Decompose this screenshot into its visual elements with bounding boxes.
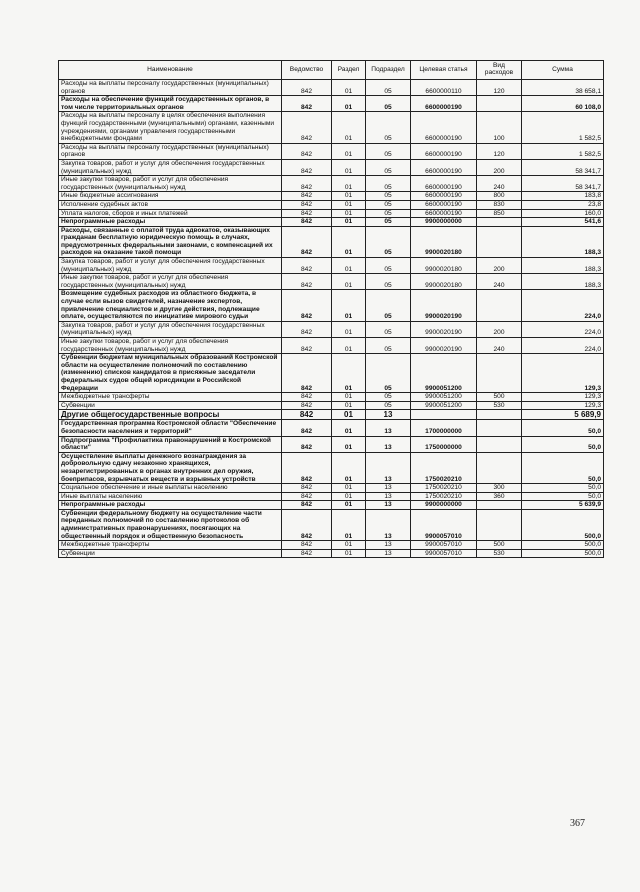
cell-vid: 530 [477,401,522,410]
table-row [59,541,604,550]
cell-podrazd: 13 [366,484,411,493]
cell-name: Иные закупки товаров, работ и услуг для обеспечения государственных (муниципальных) нужд [59,338,282,354]
cell-name: Социальное обеспечение и иные выплаты населению [59,484,282,493]
cell-ved: 842 [282,80,332,96]
budget-table-sheet [58,60,603,558]
cell-razd: 01 [332,192,366,201]
cell-podrazd: 13 [366,452,411,483]
table-row [59,321,604,337]
cell-razd: 01 [332,200,366,209]
cell-name: Иные закупки товаров, работ и услуг для обеспечения государственных (муниципальных) нужд [59,274,282,290]
cell-podrazd: 13 [366,410,411,420]
cell-ved: 842 [282,420,332,436]
cell-sum: 188,3 [522,258,604,274]
cell-razd: 01 [332,541,366,550]
cell-cel: 6600000190 [411,209,477,218]
cell-name: Государственная программа Костромской области "Обеспечение безопасности населения и территорий" [59,420,282,436]
cell-ved: 842 [282,226,332,257]
cell-cel: 9900051200 [411,354,477,393]
cell-cel: 9900000000 [411,501,477,510]
cell-ved: 842 [282,274,332,290]
cell-ved: 842 [282,290,332,321]
cell-sum: 5 639,9 [522,501,604,510]
cell-cel: 6600000190 [411,192,477,201]
cell-cel: 9900051200 [411,393,477,402]
cell-cel: 9900057010 [411,541,477,550]
cell-name: Закупка товаров, работ и услуг для обеспечения государственных (муниципальных) нужд [59,258,282,274]
cell-vid: 240 [477,338,522,354]
cell-ved: 842 [282,96,332,112]
cell-ved: 842 [282,436,332,452]
cell-sum: 160,0 [522,209,604,218]
cell-cel: 6600000190 [411,159,477,175]
cell-name: Субвенции бюджетам муниципальных образований Костромской области на осуществление полномочий по составлению (изменению) списков кандидатов в присяжные заседатели федеральных судов общей юрисдикции в Российской Федерации [59,354,282,393]
cell-cel: 6600000190 [411,96,477,112]
cell-sum: 500,0 [522,549,604,558]
cell-cel: 9900020190 [411,338,477,354]
table-body [59,80,604,558]
table-row [59,258,604,274]
cell-vid: 200 [477,159,522,175]
cell-podrazd: 05 [366,393,411,402]
cell-ved: 842 [282,401,332,410]
cell-sum: 129,3 [522,354,604,393]
cell-cel: 9900020180 [411,226,477,257]
cell-sum: 500,0 [522,509,604,540]
page-number: 367 [570,818,585,829]
cell-cel: 1750020210 [411,492,477,501]
cell-sum: 50,0 [522,452,604,483]
cell-ved: 842 [282,159,332,175]
cell-ved: 842 [282,484,332,493]
cell-vid [477,509,522,540]
cell-vid: 200 [477,258,522,274]
cell-razd: 01 [332,420,366,436]
table-row [59,200,604,209]
cell-cel: 9900020190 [411,290,477,321]
cell-razd: 01 [332,96,366,112]
cell-cel: 6600000190 [411,143,477,159]
cell-razd: 01 [332,80,366,96]
table-row [59,436,604,452]
cell-podrazd: 05 [366,354,411,393]
cell-name: Иные бюджетные ассигнования [59,192,282,201]
table-row [59,226,604,257]
cell-name: Исполнение судебных актов [59,200,282,209]
cell-razd: 01 [332,226,366,257]
cell-sum: 50,0 [522,492,604,501]
cell-razd: 01 [332,501,366,510]
cell-razd: 01 [332,410,366,420]
cell-vid [477,501,522,510]
header-name: Наименование [59,61,282,80]
cell-podrazd: 13 [366,549,411,558]
cell-cel: 6600000190 [411,200,477,209]
cell-sum: 23,8 [522,200,604,209]
header-podrazd: Подраздел [366,61,411,80]
cell-podrazd: 05 [366,96,411,112]
cell-vid: 830 [477,200,522,209]
cell-name: Расходы на выплаты персоналу государственных (муниципальных) органов [59,80,282,96]
cell-vid: 240 [477,176,522,192]
cell-razd: 01 [332,393,366,402]
header-ved: Ведомство [282,61,332,80]
cell-podrazd: 13 [366,541,411,550]
cell-razd: 01 [332,484,366,493]
cell-sum: 50,0 [522,436,604,452]
cell-ved: 842 [282,501,332,510]
cell-podrazd: 05 [366,258,411,274]
cell-razd: 01 [332,436,366,452]
cell-podrazd: 05 [366,143,411,159]
cell-sum: 60 108,0 [522,96,604,112]
cell-podrazd: 05 [366,112,411,143]
cell-ved: 842 [282,541,332,550]
cell-cel: 1750020210 [411,452,477,483]
table-row [59,96,604,112]
cell-ved: 842 [282,492,332,501]
cell-sum: 541,6 [522,218,604,227]
cell-name: Субвенции федеральному бюджету на осуществление части переданных полномочий по составлению протоколов об административных правонарушениях, посягающих на общественный порядок и общественную безопасность [59,509,282,540]
cell-cel: 6600000190 [411,112,477,143]
cell-razd: 01 [332,354,366,393]
cell-sum: 129,3 [522,401,604,410]
cell-razd: 01 [332,549,366,558]
cell-name: Возмещение судебных расходов из областного бюджета, в случае если вызов свидетелей, назначение экспертов, привлечение специалистов и другие действия, подлежащие оплате, осуществляются по инициативе мирового судьи [59,290,282,321]
cell-podrazd: 05 [366,209,411,218]
cell-razd: 01 [332,338,366,354]
cell-name: Иные закупки товаров, работ и услуг для обеспечения государственных (муниципальных) нужд [59,176,282,192]
cell-cel: 9900020180 [411,274,477,290]
cell-razd: 01 [332,159,366,175]
cell-name: Непрограммные расходы [59,218,282,227]
cell-podrazd: 05 [366,321,411,337]
cell-sum: 188,3 [522,226,604,257]
cell-ved: 842 [282,200,332,209]
cell-ved: 842 [282,112,332,143]
cell-name: Подпрограмма "Профилактика правонарушений в Костромской области" [59,436,282,452]
cell-podrazd: 13 [366,420,411,436]
cell-name: Иные выплаты населению [59,492,282,501]
cell-podrazd: 13 [366,501,411,510]
table-row [59,112,604,143]
table-row [59,393,604,402]
cell-name: Расходы на выплаты персоналу государственных (муниципальных) органов [59,143,282,159]
cell-name: Закупка товаров, работ и услуг для обеспечения государственных (муниципальных) нужд [59,159,282,175]
cell-sum: 224,0 [522,338,604,354]
cell-razd: 01 [332,492,366,501]
cell-sum: 129,3 [522,393,604,402]
cell-vid: 800 [477,192,522,201]
table-row [59,290,604,321]
cell-name: Расходы, связанные с оплатой труда адвокатов, оказывающих гражданам бесплатную юридическую помощь в случаях, предусмотренных федеральными законами, с компенсацией их расходов на оказание такой помощи [59,226,282,257]
cell-vid: 500 [477,393,522,402]
cell-name: Расходы на обеспечение функций государственных органов, в том числе территориальных органов [59,96,282,112]
cell-podrazd: 13 [366,436,411,452]
cell-razd: 01 [332,290,366,321]
cell-name: Расходы на выплаты персоналу в целях обеспечения выполнения функций государственными (муниципальными) органами, казенными учреждениями, органами управления государственными внебюджетными фондами [59,112,282,143]
cell-ved: 842 [282,143,332,159]
cell-podrazd: 05 [366,338,411,354]
cell-name: Уплата налогов, сборов и иных платежей [59,209,282,218]
cell-podrazd: 05 [366,200,411,209]
cell-ved: 842 [282,509,332,540]
cell-ved: 842 [282,192,332,201]
cell-razd: 01 [332,209,366,218]
cell-podrazd: 05 [366,159,411,175]
cell-podrazd: 05 [366,226,411,257]
cell-razd: 01 [332,321,366,337]
cell-sum: 224,0 [522,290,604,321]
cell-vid [477,96,522,112]
cell-sum: 58 341,7 [522,176,604,192]
cell-name: Осуществление выплаты денежного вознаграждения за добровольную сдачу незаконно хранящихся, незарегистрированных в органах внутренних дел оружия, боеприпасов, взрывчатых веществ и взрывных устройств [59,452,282,483]
table-row [59,501,604,510]
cell-cel: 9900000000 [411,218,477,227]
cell-razd: 01 [332,112,366,143]
cell-podrazd: 05 [366,176,411,192]
cell-cel: 9900057010 [411,549,477,558]
cell-sum: 50,0 [522,484,604,493]
table-row [59,274,604,290]
cell-sum: 58 341,7 [522,159,604,175]
budget-table [58,60,604,558]
cell-vid: 240 [477,274,522,290]
cell-vid: 120 [477,143,522,159]
cell-podrazd: 13 [366,509,411,540]
cell-razd: 01 [332,218,366,227]
cell-ved: 842 [282,218,332,227]
cell-vid: 200 [477,321,522,337]
cell-name: Другие общегосударственные вопросы [59,410,282,420]
table-row [59,420,604,436]
header-cel: Целевая статья [411,61,477,80]
cell-razd: 01 [332,176,366,192]
table-row [59,452,604,483]
cell-vid [477,452,522,483]
cell-sum: 50,0 [522,420,604,436]
cell-vid [477,218,522,227]
cell-cel: 9900020180 [411,258,477,274]
table-row [59,209,604,218]
cell-podrazd: 05 [366,401,411,410]
cell-ved: 842 [282,452,332,483]
table-row [59,143,604,159]
cell-razd: 01 [332,452,366,483]
header-sum: Сумма [522,61,604,80]
cell-ved: 842 [282,258,332,274]
cell-ved: 842 [282,176,332,192]
cell-sum: 38 658,1 [522,80,604,96]
header-razd: Раздел [332,61,366,80]
table-row [59,354,604,393]
cell-vid [477,436,522,452]
cell-ved: 842 [282,354,332,393]
cell-sum: 183,8 [522,192,604,201]
table-row [59,484,604,493]
cell-cel: 6600000190 [411,176,477,192]
header-vid: Вид расходов [477,61,522,80]
table-row [59,338,604,354]
cell-vid [477,226,522,257]
cell-sum: 1 582,5 [522,143,604,159]
cell-name: Непрограммные расходы [59,501,282,510]
cell-vid [477,354,522,393]
cell-cel: 9900057010 [411,509,477,540]
table-row [59,192,604,201]
cell-podrazd: 05 [366,274,411,290]
cell-ved: 842 [282,338,332,354]
table-row [59,80,604,96]
table-row [59,492,604,501]
cell-vid: 100 [477,112,522,143]
cell-ved: 842 [282,549,332,558]
cell-cel: 1700000000 [411,420,477,436]
cell-vid: 360 [477,492,522,501]
table-row [59,159,604,175]
cell-vid: 850 [477,209,522,218]
cell-name: Закупка товаров, работ и услуг для обеспечения государственных (муниципальных) нужд [59,321,282,337]
cell-cel: 9900051200 [411,401,477,410]
cell-ved: 842 [282,209,332,218]
cell-cel: 1750000000 [411,436,477,452]
cell-sum: 1 582,5 [522,112,604,143]
cell-podrazd: 05 [366,80,411,96]
cell-name: Субвенции [59,549,282,558]
cell-sum: 224,0 [522,321,604,337]
cell-name: Межбюджетные трансферты [59,393,282,402]
cell-name: Межбюджетные трансферты [59,541,282,550]
table-row [59,549,604,558]
cell-podrazd: 05 [366,192,411,201]
table-row [59,176,604,192]
cell-vid: 120 [477,80,522,96]
cell-ved: 842 [282,393,332,402]
cell-podrazd: 13 [366,492,411,501]
cell-cel: 6600000110 [411,80,477,96]
cell-name: Субвенции [59,401,282,410]
cell-vid: 300 [477,484,522,493]
cell-sum: 188,3 [522,274,604,290]
cell-razd: 01 [332,401,366,410]
cell-podrazd: 05 [366,290,411,321]
cell-razd: 01 [332,274,366,290]
cell-vid: 500 [477,541,522,550]
table-row [59,218,604,227]
cell-sum: 500,0 [522,541,604,550]
cell-razd: 01 [332,143,366,159]
cell-vid [477,410,522,420]
cell-razd: 01 [332,258,366,274]
cell-vid: 530 [477,549,522,558]
cell-cel [411,410,477,420]
cell-ved: 842 [282,410,332,420]
cell-ved: 842 [282,321,332,337]
cell-cel: 1750020210 [411,484,477,493]
table-row [59,401,604,410]
cell-vid [477,420,522,436]
table-header-row [59,61,604,80]
cell-cel: 9900020190 [411,321,477,337]
cell-sum: 5 689,9 [522,410,604,420]
cell-vid [477,290,522,321]
table-row [59,509,604,540]
cell-razd: 01 [332,509,366,540]
cell-podrazd: 05 [366,218,411,227]
table-row [59,410,604,420]
